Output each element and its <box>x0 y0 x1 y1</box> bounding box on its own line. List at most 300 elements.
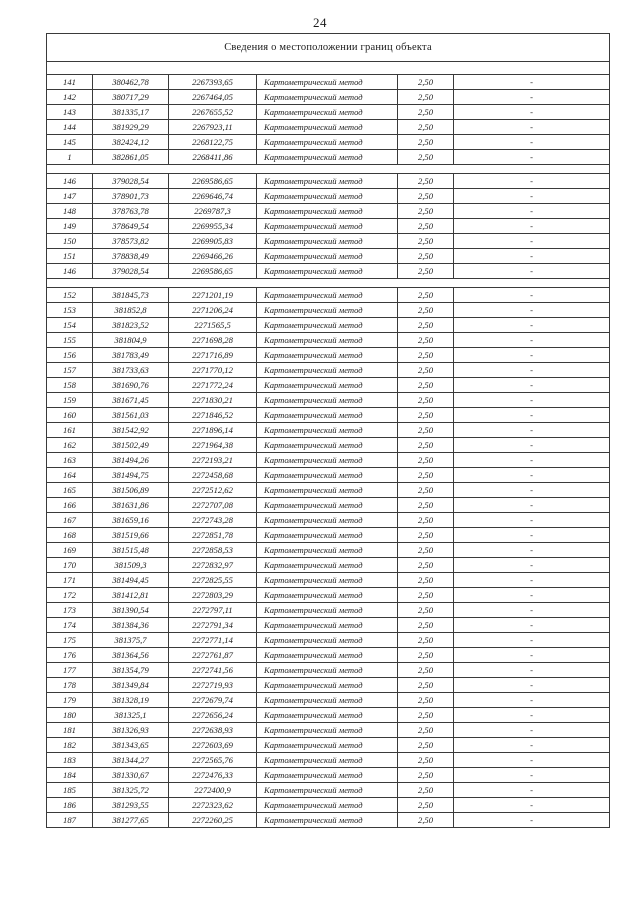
table-row <box>47 498 610 513</box>
description: - <box>454 768 610 783</box>
point-number: 153 <box>47 303 93 318</box>
coordinate-y: 2272603,69 <box>169 738 257 753</box>
point-number: 168 <box>47 528 93 543</box>
table-row <box>47 363 610 378</box>
point-number: 159 <box>47 393 93 408</box>
coordinate-y: 2272638,93 <box>169 723 257 738</box>
point-number: 166 <box>47 498 93 513</box>
description: - <box>454 813 610 828</box>
point-number: 149 <box>47 219 93 234</box>
method: Картометрический метод <box>257 813 398 828</box>
point-number: 182 <box>47 738 93 753</box>
description: - <box>454 783 610 798</box>
table-row <box>47 513 610 528</box>
description: - <box>454 618 610 633</box>
method: Картометрический метод <box>257 204 398 219</box>
coordinate-y: 2271896,14 <box>169 423 257 438</box>
point-number: 174 <box>47 618 93 633</box>
point-number: 187 <box>47 813 93 828</box>
point-number: 172 <box>47 588 93 603</box>
accuracy: 2,50 <box>398 135 454 150</box>
method: Картометрический метод <box>257 798 398 813</box>
point-number: 155 <box>47 333 93 348</box>
coordinate-x: 381325,72 <box>93 783 169 798</box>
method: Картометрический метод <box>257 249 398 264</box>
table-row <box>47 393 610 408</box>
table-row <box>47 90 610 105</box>
coordinate-y: 2271206,24 <box>169 303 257 318</box>
coordinate-x: 381293,55 <box>93 798 169 813</box>
coordinate-x: 381631,86 <box>93 498 169 513</box>
method: Картометрический метод <box>257 174 398 189</box>
accuracy: 2,50 <box>398 174 454 189</box>
coordinate-x: 381502,49 <box>93 438 169 453</box>
table-row <box>47 648 610 663</box>
coordinate-y: 2267464,05 <box>169 90 257 105</box>
coordinate-y: 2271698,28 <box>169 333 257 348</box>
method: Картометрический метод <box>257 453 398 468</box>
coordinate-x: 381929,29 <box>93 120 169 135</box>
coordinate-y: 2269466,26 <box>169 249 257 264</box>
coordinate-y: 2272761,87 <box>169 648 257 663</box>
coordinate-x: 381494,75 <box>93 468 169 483</box>
accuracy: 2,50 <box>398 348 454 363</box>
accuracy: 2,50 <box>398 204 454 219</box>
point-number: 146 <box>47 264 93 279</box>
description: - <box>454 438 610 453</box>
method: Картометрический метод <box>257 303 398 318</box>
method: Картометрический метод <box>257 378 398 393</box>
coordinate-y: 2271201,19 <box>169 288 257 303</box>
method: Картометрический метод <box>257 678 398 693</box>
coordinate-x: 381515,48 <box>93 543 169 558</box>
accuracy: 2,50 <box>398 798 454 813</box>
coordinate-y: 2271772,24 <box>169 378 257 393</box>
accuracy: 2,50 <box>398 105 454 120</box>
coordinate-y: 2271565,5 <box>169 318 257 333</box>
accuracy: 2,50 <box>398 423 454 438</box>
description: - <box>454 528 610 543</box>
table-title-row <box>47 34 610 62</box>
table-row <box>47 333 610 348</box>
method: Картометрический метод <box>257 288 398 303</box>
coordinate-y: 2271964,38 <box>169 438 257 453</box>
table-row <box>47 288 610 303</box>
coordinate-x: 381659,16 <box>93 513 169 528</box>
point-number: 141 <box>47 75 93 90</box>
coordinate-y: 2272260,25 <box>169 813 257 828</box>
coordinate-x: 380717,29 <box>93 90 169 105</box>
description: - <box>454 753 610 768</box>
coordinate-x: 381330,67 <box>93 768 169 783</box>
table-row <box>47 798 610 813</box>
accuracy: 2,50 <box>398 189 454 204</box>
coordinate-x: 379028,54 <box>93 174 169 189</box>
point-number: 150 <box>47 234 93 249</box>
method: Картометрический метод <box>257 663 398 678</box>
description: - <box>454 135 610 150</box>
coordinate-x: 381506,89 <box>93 483 169 498</box>
method: Картометрический метод <box>257 189 398 204</box>
description: - <box>454 174 610 189</box>
description: - <box>454 333 610 348</box>
description: - <box>454 105 610 120</box>
point-number: 160 <box>47 408 93 423</box>
description: - <box>454 393 610 408</box>
coordinate-x: 381542,92 <box>93 423 169 438</box>
table-row <box>47 378 610 393</box>
table-row <box>47 120 610 135</box>
coordinate-y: 2271830,21 <box>169 393 257 408</box>
method: Картометрический метод <box>257 135 398 150</box>
coordinate-x: 381823,52 <box>93 318 169 333</box>
method: Картометрический метод <box>257 573 398 588</box>
method: Картометрический метод <box>257 438 398 453</box>
table-row <box>47 558 610 573</box>
coordinate-y: 2271770,12 <box>169 363 257 378</box>
point-number: 143 <box>47 105 93 120</box>
point-number: 169 <box>47 543 93 558</box>
coordinate-y: 2272679,74 <box>169 693 257 708</box>
coordinate-y: 2272323,62 <box>169 798 257 813</box>
description: - <box>454 348 610 363</box>
accuracy: 2,50 <box>398 483 454 498</box>
table-row <box>47 708 610 723</box>
description: - <box>454 633 610 648</box>
method: Картометрический метод <box>257 708 398 723</box>
point-number: 183 <box>47 753 93 768</box>
description: - <box>454 498 610 513</box>
point-number: 147 <box>47 189 93 204</box>
accuracy: 2,50 <box>398 603 454 618</box>
description: - <box>454 663 610 678</box>
coordinate-x: 381335,17 <box>93 105 169 120</box>
method: Картометрический метод <box>257 753 398 768</box>
coordinate-x: 382861,05 <box>93 150 169 165</box>
accuracy: 2,50 <box>398 75 454 90</box>
accuracy: 2,50 <box>398 648 454 663</box>
accuracy: 2,50 <box>398 813 454 828</box>
description: - <box>454 573 610 588</box>
point-number: 157 <box>47 363 93 378</box>
coordinate-y: 2272797,11 <box>169 603 257 618</box>
accuracy: 2,50 <box>398 588 454 603</box>
coordinate-x: 382424,12 <box>93 135 169 150</box>
coordinate-x: 381690,76 <box>93 378 169 393</box>
coordinate-x: 381412,81 <box>93 588 169 603</box>
accuracy: 2,50 <box>398 618 454 633</box>
coordinate-y: 2272858,53 <box>169 543 257 558</box>
point-number: 167 <box>47 513 93 528</box>
method: Картометрический метод <box>257 234 398 249</box>
coordinate-x: 379028,54 <box>93 264 169 279</box>
description: - <box>454 648 610 663</box>
description: - <box>454 264 610 279</box>
point-number: 180 <box>47 708 93 723</box>
accuracy: 2,50 <box>398 723 454 738</box>
accuracy: 2,50 <box>398 318 454 333</box>
coordinate-x: 381509,3 <box>93 558 169 573</box>
point-number: 178 <box>47 678 93 693</box>
table-row <box>47 618 610 633</box>
method: Картометрический метод <box>257 513 398 528</box>
table-row <box>47 174 610 189</box>
coordinate-x: 378763,78 <box>93 204 169 219</box>
coordinate-x: 381375,7 <box>93 633 169 648</box>
point-number: 185 <box>47 783 93 798</box>
method: Картометрический метод <box>257 468 398 483</box>
point-number: 162 <box>47 438 93 453</box>
group-separator <box>47 165 610 174</box>
accuracy: 2,50 <box>398 738 454 753</box>
point-number: 171 <box>47 573 93 588</box>
coordinate-x: 381326,93 <box>93 723 169 738</box>
description: - <box>454 288 610 303</box>
method: Картометрический метод <box>257 264 398 279</box>
coordinate-y: 2272743,28 <box>169 513 257 528</box>
description: - <box>454 303 610 318</box>
point-number: 144 <box>47 120 93 135</box>
coordinate-x: 381671,45 <box>93 393 169 408</box>
coordinate-y: 2272193,21 <box>169 453 257 468</box>
table-row <box>47 75 610 90</box>
point-number: 176 <box>47 648 93 663</box>
coordinate-x: 381561,03 <box>93 408 169 423</box>
method: Картометрический метод <box>257 588 398 603</box>
table-row <box>47 468 610 483</box>
coordinate-y: 2272512,62 <box>169 483 257 498</box>
coordinate-y: 2272719,93 <box>169 678 257 693</box>
point-number: 154 <box>47 318 93 333</box>
method: Картометрический метод <box>257 105 398 120</box>
accuracy: 2,50 <box>398 264 454 279</box>
accuracy: 2,50 <box>398 438 454 453</box>
coordinate-x: 381277,65 <box>93 813 169 828</box>
coordinate-y: 2272803,29 <box>169 588 257 603</box>
table-row <box>47 633 610 648</box>
coordinate-y: 2267393,65 <box>169 75 257 90</box>
coordinate-x: 381354,79 <box>93 663 169 678</box>
description: - <box>454 219 610 234</box>
method: Картометрический метод <box>257 483 398 498</box>
coordinate-y: 2272400,9 <box>169 783 257 798</box>
method: Картометрический метод <box>257 348 398 363</box>
point-number: 142 <box>47 90 93 105</box>
coordinate-y: 2272565,76 <box>169 753 257 768</box>
table-row <box>47 105 610 120</box>
method: Картометрический метод <box>257 738 398 753</box>
accuracy: 2,50 <box>398 663 454 678</box>
accuracy: 2,50 <box>398 333 454 348</box>
description: - <box>454 798 610 813</box>
method: Картометрический метод <box>257 648 398 663</box>
coordinate-x: 381845,73 <box>93 288 169 303</box>
coordinate-x: 381384,36 <box>93 618 169 633</box>
point-number: 145 <box>47 135 93 150</box>
table-row <box>47 693 610 708</box>
method: Картометрический метод <box>257 408 398 423</box>
table-row <box>47 678 610 693</box>
table-row <box>47 348 610 363</box>
method: Картометрический метод <box>257 783 398 798</box>
coordinate-y: 2272851,78 <box>169 528 257 543</box>
coordinate-x: 378838,49 <box>93 249 169 264</box>
description: - <box>454 483 610 498</box>
description: - <box>454 693 610 708</box>
accuracy: 2,50 <box>398 573 454 588</box>
coordinate-y: 2269787,3 <box>169 204 257 219</box>
table-row <box>47 204 610 219</box>
coordinate-y: 2272656,24 <box>169 708 257 723</box>
accuracy: 2,50 <box>398 558 454 573</box>
description: - <box>454 513 610 528</box>
point-number: 156 <box>47 348 93 363</box>
coordinate-y: 2272832,97 <box>169 558 257 573</box>
accuracy: 2,50 <box>398 513 454 528</box>
accuracy: 2,50 <box>398 393 454 408</box>
coordinate-y: 2267655,52 <box>169 105 257 120</box>
description: - <box>454 678 610 693</box>
table-row <box>47 408 610 423</box>
point-number: 177 <box>47 663 93 678</box>
description: - <box>454 588 610 603</box>
method: Картометрический метод <box>257 723 398 738</box>
method: Картометрический метод <box>257 768 398 783</box>
description: - <box>454 204 610 219</box>
point-number: 170 <box>47 558 93 573</box>
table-title: Сведения о местоположении границ объекта <box>47 34 610 62</box>
coordinate-x: 381364,56 <box>93 648 169 663</box>
point-number: 1 <box>47 150 93 165</box>
method: Картометрический метод <box>257 333 398 348</box>
point-number: 161 <box>47 423 93 438</box>
point-number: 165 <box>47 483 93 498</box>
coordinate-x: 380462,78 <box>93 75 169 90</box>
group-separator <box>47 279 610 288</box>
description: - <box>454 150 610 165</box>
boundary-table <box>46 33 610 828</box>
point-number: 181 <box>47 723 93 738</box>
point-number: 184 <box>47 768 93 783</box>
table-row <box>47 438 610 453</box>
method: Картометрический метод <box>257 633 398 648</box>
accuracy: 2,50 <box>398 708 454 723</box>
accuracy: 2,50 <box>398 783 454 798</box>
description: - <box>454 189 610 204</box>
accuracy: 2,50 <box>398 753 454 768</box>
accuracy: 2,50 <box>398 528 454 543</box>
point-number: 164 <box>47 468 93 483</box>
table-row <box>47 663 610 678</box>
method: Картометрический метод <box>257 90 398 105</box>
description: - <box>454 468 610 483</box>
table-row <box>47 738 610 753</box>
point-number: 163 <box>47 453 93 468</box>
method: Картометрический метод <box>257 558 398 573</box>
description: - <box>454 363 610 378</box>
point-number: 152 <box>47 288 93 303</box>
point-number: 173 <box>47 603 93 618</box>
method: Картометрический метод <box>257 150 398 165</box>
accuracy: 2,50 <box>398 363 454 378</box>
table-row <box>47 813 610 828</box>
description: - <box>454 234 610 249</box>
table-row <box>47 264 610 279</box>
coordinate-y: 2269905,83 <box>169 234 257 249</box>
coordinate-y: 2268411,86 <box>169 150 257 165</box>
coordinate-y: 2272791,34 <box>169 618 257 633</box>
accuracy: 2,50 <box>398 288 454 303</box>
table-row <box>47 603 610 618</box>
accuracy: 2,50 <box>398 633 454 648</box>
description: - <box>454 120 610 135</box>
method: Картометрический метод <box>257 318 398 333</box>
table-row <box>47 189 610 204</box>
accuracy: 2,50 <box>398 249 454 264</box>
method: Картометрический метод <box>257 393 398 408</box>
point-number: 148 <box>47 204 93 219</box>
table-row <box>47 783 610 798</box>
spacer-row <box>47 62 610 75</box>
coordinate-x: 381519,66 <box>93 528 169 543</box>
point-number: 179 <box>47 693 93 708</box>
table-row <box>47 234 610 249</box>
coordinate-y: 2272458,68 <box>169 468 257 483</box>
coordinate-y: 2272825,55 <box>169 573 257 588</box>
coordinate-y: 2267923,11 <box>169 120 257 135</box>
coordinate-y: 2269586,65 <box>169 174 257 189</box>
coordinate-y: 2269646,74 <box>169 189 257 204</box>
method: Картометрический метод <box>257 603 398 618</box>
table-row <box>47 753 610 768</box>
method: Картометрический метод <box>257 618 398 633</box>
method: Картометрический метод <box>257 693 398 708</box>
table-row <box>47 249 610 264</box>
method: Картометрический метод <box>257 363 398 378</box>
description: - <box>454 738 610 753</box>
coordinate-x: 381783,49 <box>93 348 169 363</box>
coordinate-x: 381344,27 <box>93 753 169 768</box>
description: - <box>454 75 610 90</box>
point-number: 158 <box>47 378 93 393</box>
coordinate-x: 381733,63 <box>93 363 169 378</box>
accuracy: 2,50 <box>398 768 454 783</box>
coordinate-x: 381494,45 <box>93 573 169 588</box>
table-row <box>47 573 610 588</box>
method: Картометрический метод <box>257 423 398 438</box>
coordinate-x: 381804,9 <box>93 333 169 348</box>
method: Картометрический метод <box>257 528 398 543</box>
table-row <box>47 135 610 150</box>
coordinate-y: 2269955,34 <box>169 219 257 234</box>
description: - <box>454 723 610 738</box>
description: - <box>454 378 610 393</box>
point-number: 186 <box>47 798 93 813</box>
coordinate-y: 2271716,89 <box>169 348 257 363</box>
table-row <box>47 150 610 165</box>
description: - <box>454 408 610 423</box>
point-number: 151 <box>47 249 93 264</box>
coordinate-x: 378649,54 <box>93 219 169 234</box>
description: - <box>454 249 610 264</box>
coordinate-x: 381390,54 <box>93 603 169 618</box>
table-row <box>47 588 610 603</box>
accuracy: 2,50 <box>398 408 454 423</box>
coordinate-y: 2272771,14 <box>169 633 257 648</box>
table-row <box>47 723 610 738</box>
table-row <box>47 768 610 783</box>
coordinate-x: 381852,8 <box>93 303 169 318</box>
